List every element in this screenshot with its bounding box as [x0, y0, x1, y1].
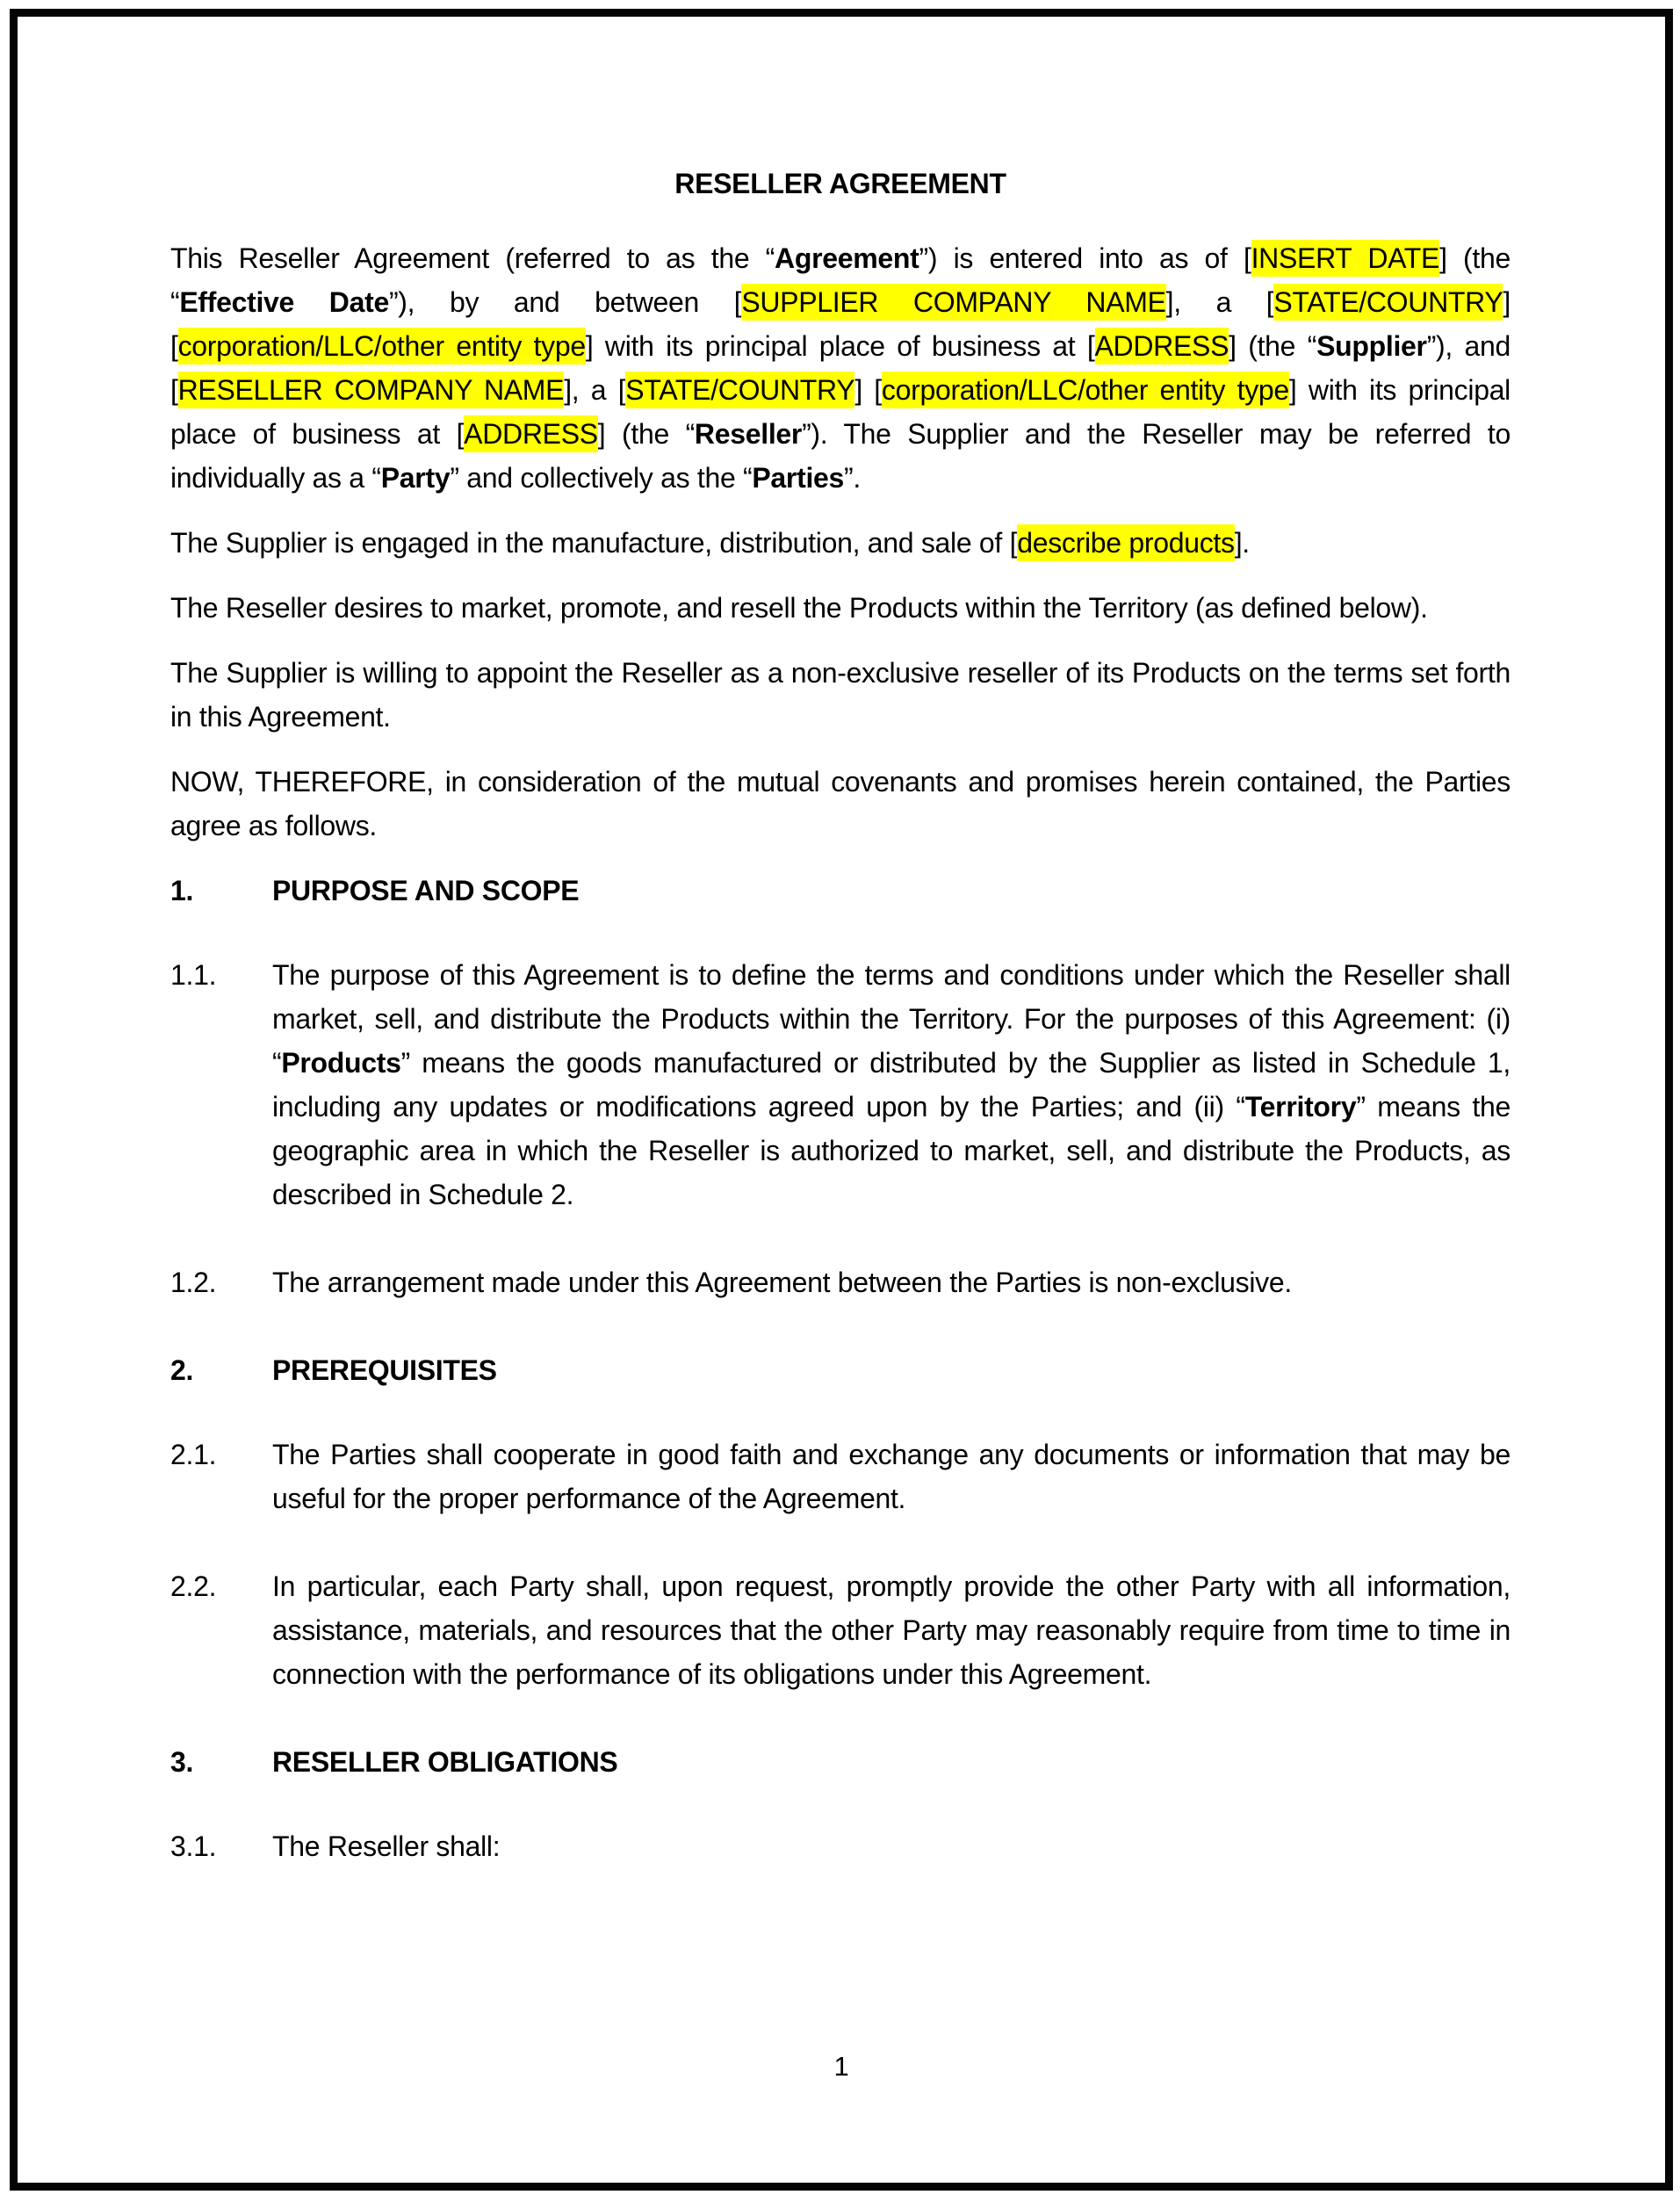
text-run: ” means the goods manufactured or distributed by the Supplier as listed in Schedule 1, including any updates or modifications agreed upon by the Parties; and (ii) “	[272, 1047, 1511, 1123]
section-heading	[170, 1740, 1511, 1784]
placeholder-highlight: INSERT DATE	[1251, 240, 1440, 277]
text-run: ] [	[854, 374, 882, 406]
page-content	[18, 17, 1665, 2183]
text-run: NOW, THEREFORE, in consideration of the mutual covenants and promises herein contained, the Parties agree as follows.	[170, 766, 1511, 841]
clause-item	[170, 1260, 1511, 1304]
section-number: 1.	[170, 875, 194, 906]
intro-paragraphs	[170, 236, 1511, 848]
text-run: ] with its principal place of business at [	[170, 374, 1511, 450]
intro-paragraph	[170, 651, 1511, 739]
text-run: ” means the geographic area in which the Reseller is authorized to market, sell, and distribute the Products, as described in Schedule 2.	[272, 1091, 1511, 1210]
text-run: The Parties shall cooperate in good faith and exchange any documents or information that may be useful for the proper performance of the Agreement.	[272, 1439, 1511, 1514]
bold-term: Reseller	[694, 418, 803, 450]
section-heading-label: PURPOSE AND SCOPE	[272, 875, 580, 906]
text-run: ”). The Supplier and the Reseller may be referred to individually as a “	[170, 418, 1511, 494]
bold-term: Supplier	[1316, 330, 1427, 362]
document-title: RESELLER AGREEMENT	[674, 168, 1006, 199]
placeholder-highlight: ADDRESS	[1095, 328, 1229, 365]
bold-term: Parties	[752, 462, 845, 494]
text-run: ”), by and between [	[388, 286, 742, 318]
clause-body	[272, 953, 1511, 1217]
text-run: The purpose of this Agreement is to define the terms and conditions under which the Reseller shall market, sell, and distribute the Products within the Territory. For the purposes of this Agreement: (i) “	[272, 959, 1511, 1079]
bold-term: Effective Date	[179, 286, 389, 318]
clause-item	[170, 1433, 1511, 1520]
placeholder-highlight: ADDRESS	[464, 415, 598, 452]
text-run: The Reseller desires to market, promote, and resell the Products within the Territory (as defined below).	[170, 592, 1428, 624]
text-run: ] (the “	[170, 242, 1511, 318]
bold-term: Agreement	[775, 242, 919, 274]
page-border-frame	[10, 9, 1673, 2191]
text-run: This Reseller Agreement (referred to as the “	[170, 242, 775, 274]
clause-number: 1.2.	[170, 1267, 217, 1298]
text-run: ], a [	[564, 374, 626, 406]
intro-paragraph	[170, 586, 1511, 630]
section-heading	[170, 1348, 1511, 1392]
clause-number: 2.2.	[170, 1570, 217, 1602]
text-run: ] with its principal place of business at [	[585, 330, 1095, 362]
clause-item	[170, 1824, 1511, 1868]
clause-item	[170, 953, 1511, 1217]
clause-body	[272, 1824, 1511, 1868]
text-run: ] [	[170, 286, 1511, 362]
text-run: The Supplier is engaged in the manufacture, distribution, and sale of [	[170, 527, 1018, 559]
clause-number: 3.1.	[170, 1830, 217, 1862]
text-run: ” and collectively as the “	[450, 462, 753, 494]
text-run: The Supplier is willing to appoint the Reseller as a non-exclusive reseller of its Products on the terms set forth in this Agreement.	[170, 657, 1511, 733]
text-run: The arrangement made under this Agreement between the Parties is non-exclusive.	[272, 1267, 1292, 1298]
placeholder-highlight: corporation/LLC/other entity type	[882, 372, 1289, 408]
clause-number: 2.1.	[170, 1439, 217, 1470]
text-run: In particular, each Party shall, upon request, promptly provide the other Party with all information, assistance, materials, and resources that the other Party may reasonably require from time to time in connection with the performance of its obligations under this Agreement.	[272, 1570, 1511, 1690]
bold-term: Products	[281, 1047, 401, 1079]
placeholder-highlight: RESELLER COMPANY NAME	[178, 372, 565, 408]
text-run: ] (the “	[597, 418, 695, 450]
section-heading-label: RESELLER OBLIGATIONS	[272, 1746, 618, 1778]
placeholder-highlight: STATE/COUNTRY	[1273, 284, 1503, 321]
intro-paragraph	[170, 236, 1511, 500]
section-number: 2.	[170, 1354, 194, 1386]
text-run: ”.	[844, 462, 861, 494]
clause-body	[272, 1433, 1511, 1520]
intro-paragraph	[170, 521, 1511, 565]
bold-term: Territory	[1244, 1091, 1357, 1123]
clause-number: 1.1.	[170, 959, 217, 991]
clause-item	[170, 1564, 1511, 1696]
text-run: ”) is entered into as of [	[919, 242, 1251, 274]
intro-paragraph	[170, 760, 1511, 848]
text-run: ].	[1234, 527, 1250, 559]
text-run: ] (the “	[1229, 330, 1317, 362]
placeholder-highlight: STATE/COUNTRY	[625, 372, 854, 408]
placeholder-highlight: corporation/LLC/other entity type	[178, 328, 586, 365]
text-run: ”), and [	[170, 330, 1511, 406]
section-heading-label: PREREQUISITES	[272, 1354, 497, 1386]
text-run: ], a [	[1165, 286, 1274, 318]
clause-body	[272, 1564, 1511, 1696]
placeholder-highlight: describe products	[1017, 524, 1234, 561]
section-number: 3.	[170, 1746, 194, 1778]
clause-body	[272, 1260, 1511, 1304]
sections	[170, 869, 1511, 1868]
placeholder-highlight: SUPPLIER COMPANY NAME	[741, 284, 1165, 321]
bold-term: Party	[380, 462, 451, 494]
page-number: 1	[833, 2051, 849, 2082]
text-run: The Reseller shall:	[272, 1830, 501, 1862]
section-heading	[170, 869, 1511, 913]
